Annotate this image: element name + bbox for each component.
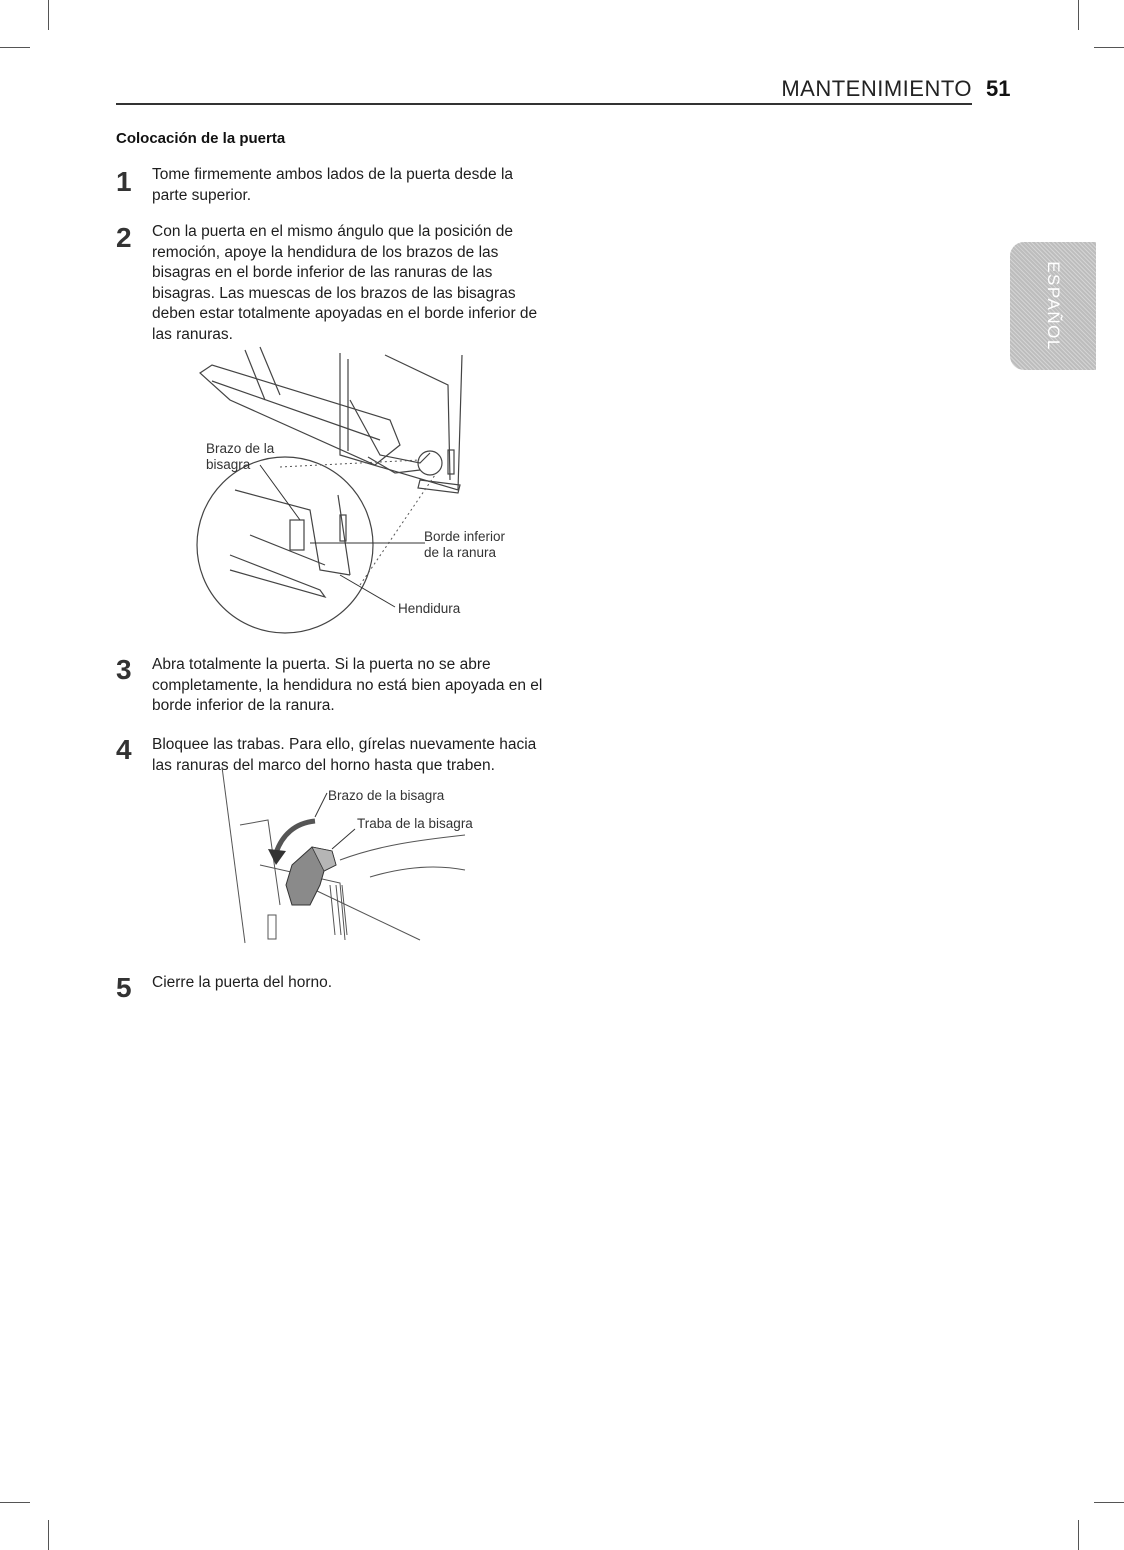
- step-number: 5: [116, 972, 132, 1003]
- step-text: Abra totalmente la puerta. Si la puerta no se abre completamente, la hendidura no está bien apoyada en el borde inferior de la ranura.: [152, 656, 543, 714]
- crop-mark: [48, 0, 49, 30]
- page-number: 51: [986, 76, 1011, 101]
- step-text: Tome firmemente ambos lados de la puerta desde la parte superior.: [152, 166, 514, 204]
- crop-mark: [1094, 1502, 1124, 1503]
- crop-mark: [0, 1502, 30, 1503]
- callout-slot-lower-edge: Borde inferior de la ranura: [424, 529, 506, 560]
- crop-mark: [1094, 47, 1124, 48]
- section-title: Colocación de la puerta: [116, 130, 286, 147]
- crop-mark: [1078, 0, 1079, 30]
- header-section-title: MANTENIMIENTO: [781, 76, 972, 101]
- step-number: 1: [116, 166, 132, 197]
- step-number: 4: [116, 734, 132, 765]
- callout-hinge-arm: Brazo de la bisagra: [206, 441, 275, 472]
- callout-notch: Hendidura: [398, 601, 461, 616]
- crop-mark: [48, 1520, 49, 1550]
- step-text: Cierre la puerta del horno.: [152, 974, 333, 991]
- callout-hinge-arm: Brazo de la bisagra: [328, 788, 445, 803]
- crop-mark: [0, 47, 30, 48]
- language-tab: [1010, 242, 1096, 370]
- step-number: 2: [116, 222, 132, 253]
- language-tab-label: ESPAÑOL: [1044, 261, 1063, 351]
- step-text: Bloquee las trabas. Para ello, gírelas nuevamente hacia las ranuras del marco del horno hasta que traben.: [152, 736, 537, 774]
- door-installation-illustration: [190, 345, 520, 635]
- step-number: 3: [116, 654, 132, 685]
- header-rule: [116, 103, 972, 105]
- crop-mark: [1078, 1520, 1079, 1550]
- callout-hinge-lock: Traba de la bisagra: [357, 816, 473, 831]
- step-text: Con la puerta en el mismo ángulo que la posición de remoción, apoye la hendidura de los brazos de las bisagras en el borde inferior de las ranuras de las bisagras. Las muescas de los brazos de las bisagras deben estar totalmente apoyadas en el borde inferior de las ranuras.: [152, 223, 538, 343]
